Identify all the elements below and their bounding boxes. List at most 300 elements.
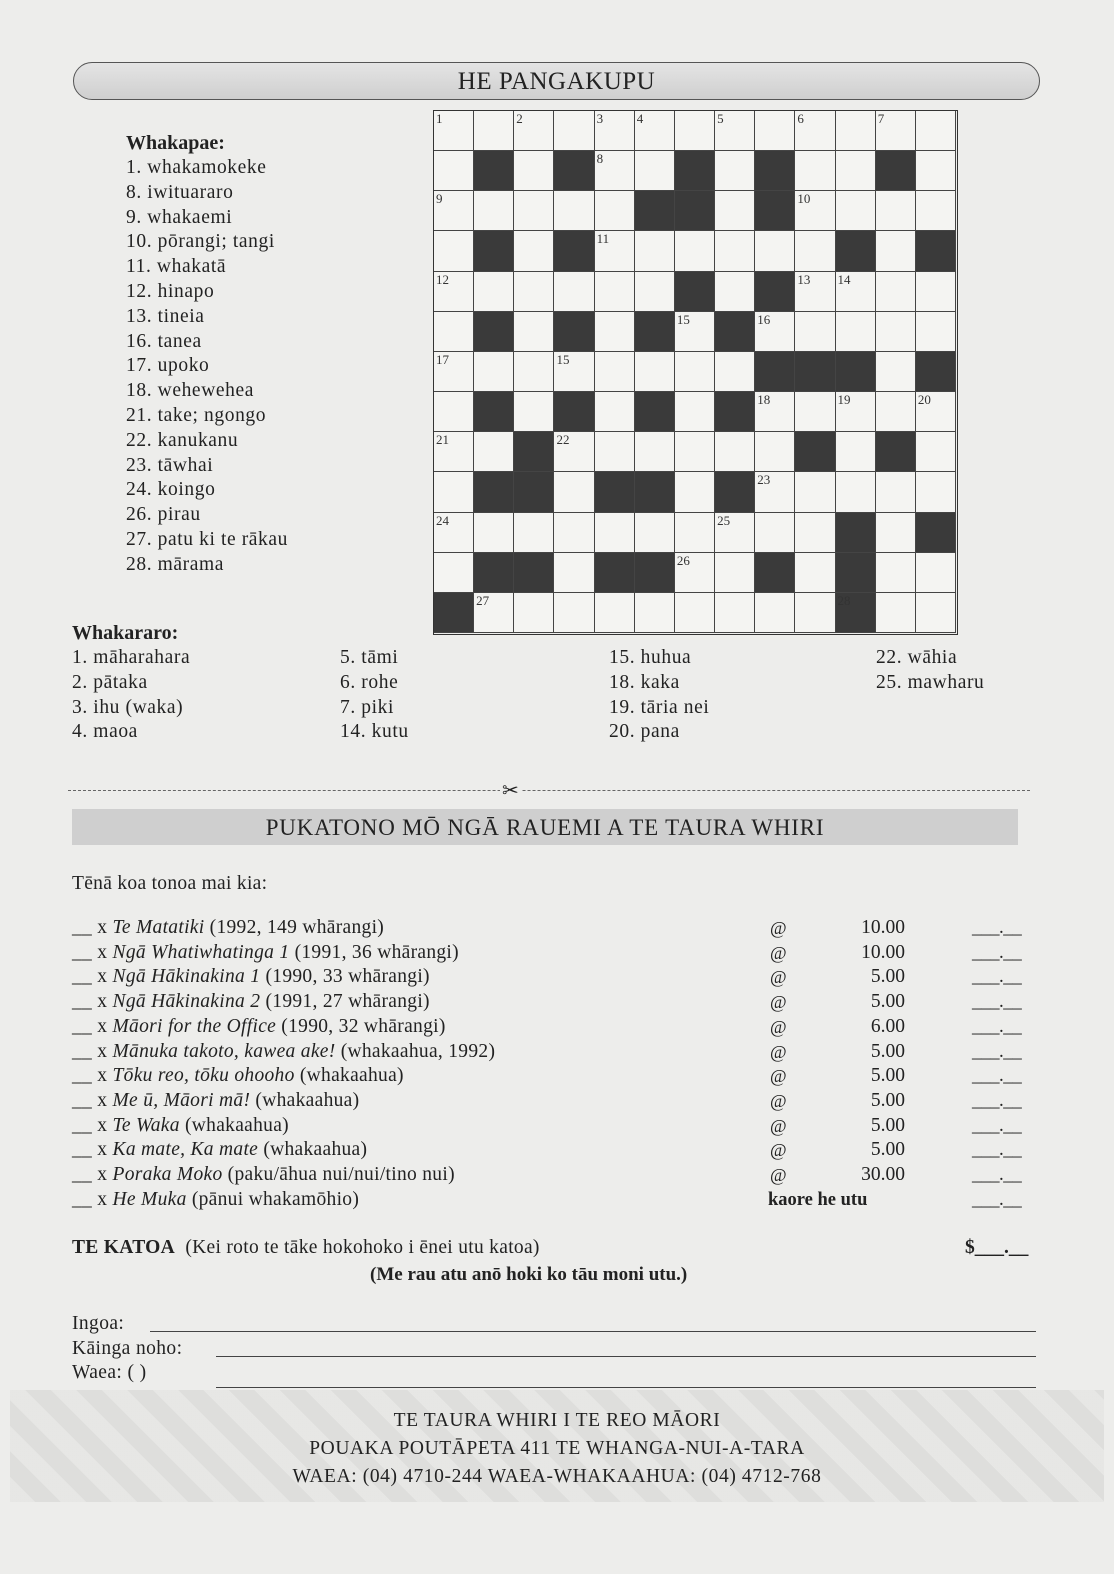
line-total-blank[interactable]: ___.__ — [972, 941, 1022, 963]
clue-number: 16 — [757, 311, 771, 327]
grid-cell-black — [434, 593, 474, 633]
grid-cell[interactable] — [514, 272, 554, 312]
grid-cell[interactable] — [675, 553, 715, 593]
grid-cell[interactable] — [755, 513, 795, 553]
grid-cell-black — [916, 513, 956, 553]
grid-cell[interactable] — [514, 352, 554, 392]
grid-cell[interactable] — [554, 111, 594, 151]
item-price: 5.00 — [870, 1114, 905, 1136]
item-detail: (whakaahua, 1992) — [335, 1040, 496, 1062]
quantity-blank[interactable]: __ x — [72, 1089, 108, 1111]
grid-cell[interactable] — [434, 392, 474, 432]
grid-cell-black — [595, 553, 635, 593]
grid-cell[interactable] — [514, 111, 554, 151]
clue-item: 10. pōrangi; tangi — [126, 231, 275, 253]
grid-cell[interactable] — [595, 513, 635, 553]
at-symbol: @ — [770, 992, 787, 1013]
grid-cell-black — [916, 352, 956, 392]
grid-cell[interactable] — [795, 593, 835, 633]
at-symbol: @ — [770, 1165, 787, 1185]
grid-cell[interactable] — [836, 111, 876, 151]
clue-item: 14. kutu — [340, 721, 409, 743]
clue-item: 15. huhua — [609, 647, 692, 668]
total-amount-field[interactable]: $___.__ — [965, 1237, 1029, 1258]
clue-item: 24. koingo — [126, 479, 216, 501]
quantity-blank[interactable]: __ x — [72, 941, 108, 963]
grid-cell[interactable] — [755, 432, 795, 472]
grid-cell-black — [635, 472, 675, 512]
grid-cell[interactable] — [715, 272, 755, 312]
clue-item: 23. tāwhai — [126, 454, 214, 476]
item-price: 6.00 — [870, 1015, 905, 1037]
item-detail: (whakaahua) — [179, 1114, 289, 1136]
grid-cell[interactable] — [514, 231, 554, 271]
clue-item: 18. wehewehea — [126, 380, 254, 402]
clue-number: 23 — [757, 472, 771, 488]
grid-cell[interactable] — [675, 111, 715, 151]
grid-cell[interactable] — [836, 312, 876, 352]
clue-number: 6 — [797, 111, 804, 126]
grid-cell[interactable] — [514, 392, 554, 432]
grid-cell[interactable] — [514, 151, 554, 191]
grid-cell[interactable] — [434, 553, 474, 593]
grid-cell-black — [514, 553, 554, 593]
item-price: 5.00 — [870, 1065, 905, 1087]
grid-cell[interactable] — [876, 392, 916, 432]
clue-number: 5 — [717, 111, 724, 126]
grid-cell-black — [635, 312, 675, 352]
clue-item: 4. maoa — [72, 721, 138, 743]
clue-number: 18 — [757, 392, 771, 408]
address-label: Kāinga noho: — [72, 1338, 183, 1359]
grid-cell[interactable] — [595, 272, 635, 312]
across-clue-list — [126, 156, 288, 578]
grid-cell[interactable] — [434, 272, 474, 312]
grid-cell-black — [755, 352, 795, 392]
grid-cell-black — [755, 553, 795, 593]
grid-cell[interactable] — [715, 513, 755, 553]
item-price: 10.00 — [861, 917, 905, 938]
grid-cell-black — [474, 312, 514, 352]
grid-cell-black — [836, 513, 876, 553]
grid-cell[interactable] — [595, 111, 635, 151]
grid-cell[interactable] — [836, 272, 876, 312]
clue-number: 20 — [917, 392, 931, 408]
line-total-blank[interactable]: ___.__ — [972, 1089, 1022, 1111]
order-item-row — [72, 1065, 404, 1087]
line-total-blank[interactable]: ___.__ — [972, 1188, 1022, 1210]
grid-cell[interactable] — [474, 593, 514, 633]
at-symbol: @ — [770, 1090, 787, 1111]
item-price: 30.00 — [861, 1164, 905, 1185]
grid-cell-black — [755, 151, 795, 191]
item-title: He Muka — [112, 1188, 187, 1210]
scissors-icon: ✂ — [502, 780, 519, 802]
item-price: 5.00 — [870, 1139, 905, 1161]
clue-number: 11 — [596, 231, 610, 247]
grid-cell-black — [474, 553, 514, 593]
clue-number: 24 — [436, 512, 449, 528]
grid-cell-black — [715, 312, 755, 352]
quantity-blank[interactable]: __ x — [72, 1164, 108, 1185]
clue-item: 18. kaka — [609, 671, 680, 693]
grid-cell[interactable] — [916, 593, 956, 633]
line-total-blank[interactable]: ___.__ — [972, 1139, 1022, 1161]
grid-cell-black — [554, 151, 594, 191]
at-symbol: @ — [770, 1016, 787, 1037]
grid-cell[interactable] — [916, 111, 956, 151]
grid-cell[interactable] — [715, 553, 755, 593]
item-price: 5.00 — [870, 991, 905, 1013]
order-item-row — [72, 966, 430, 988]
clue-number: 3 — [596, 111, 604, 126]
grid-cell[interactable] — [715, 231, 755, 271]
grid-cell[interactable] — [795, 272, 835, 312]
down-clue-column — [72, 646, 190, 745]
grid-cell[interactable] — [554, 553, 594, 593]
grid-cell-black — [675, 191, 715, 231]
grid-cell[interactable] — [916, 472, 956, 512]
grid-cell[interactable] — [554, 432, 594, 472]
quantity-blank[interactable]: __ x — [72, 1015, 108, 1037]
grid-cell[interactable] — [635, 593, 675, 633]
clue-number: 21 — [436, 432, 449, 448]
cut-line — [68, 790, 1030, 791]
grid-cell[interactable] — [715, 432, 755, 472]
clue-item: 2. pātaka — [72, 671, 148, 693]
grid-cell[interactable] — [675, 231, 715, 271]
grid-cell-black — [795, 352, 835, 392]
clue-item: 11. whakatā — [126, 256, 227, 278]
grid-cell[interactable] — [514, 191, 554, 231]
order-form-heading: PUKATONO MŌ NGĀ RAUEMI A TE TAURA WHIRI — [72, 809, 1018, 845]
item-detail: (1991, 36 whārangi) — [289, 941, 459, 963]
clue-number: 15 — [676, 311, 690, 327]
clue-item: 7. piki — [340, 696, 395, 718]
grid-cell[interactable] — [755, 312, 795, 352]
grid-cell-black — [675, 272, 715, 312]
grid-cell[interactable] — [554, 472, 594, 512]
clue-item: 1. whakamokeke — [126, 157, 267, 178]
item-detail: (1992, 149 whārangi) — [204, 917, 385, 938]
payment-note: (Me rau atu anō hoki ko tāu moni utu.) — [370, 1264, 688, 1285]
grid-cell[interactable] — [876, 312, 916, 352]
grid-cell[interactable] — [474, 432, 514, 472]
at-symbol: @ — [770, 1041, 787, 1062]
quantity-blank[interactable]: __ x — [72, 991, 108, 1013]
grid-cell-black — [836, 231, 876, 271]
grid-cell-black — [836, 593, 876, 633]
line-total-blank[interactable]: ___.__ — [972, 1040, 1022, 1062]
grid-cell[interactable] — [434, 432, 474, 472]
grid-cell[interactable] — [836, 432, 876, 472]
grid-cell[interactable] — [474, 111, 514, 151]
grid-cell-black — [755, 191, 795, 231]
grid-cell[interactable] — [836, 472, 876, 512]
grid-cell[interactable] — [795, 111, 835, 151]
clue-item: 20. pana — [609, 721, 680, 743]
grid-cell[interactable] — [755, 472, 795, 512]
item-title: Te Waka — [112, 1114, 180, 1136]
item-title: Ka mate, Ka mate — [112, 1139, 259, 1161]
grid-cell[interactable] — [434, 472, 474, 512]
grid-cell[interactable] — [514, 513, 554, 553]
item-detail: (1990, 33 whārangi) — [260, 966, 430, 988]
grid-cell[interactable] — [755, 111, 795, 151]
clue-item: 21. take; ngongo — [126, 404, 267, 426]
grid-cell[interactable] — [514, 312, 554, 352]
grid-cell-black — [635, 392, 675, 432]
grid-cell[interactable] — [554, 191, 594, 231]
item-title: Ngā Hākinakina 2 — [112, 991, 261, 1013]
grid-cell[interactable] — [916, 151, 956, 191]
clue-number: 25 — [717, 512, 731, 528]
grid-cell[interactable] — [755, 392, 795, 432]
item-detail: (paku/āhua nui/nui/tino nui) — [222, 1164, 455, 1185]
clue-item: 26. pirau — [126, 504, 201, 526]
grid-cell[interactable] — [795, 472, 835, 512]
grid-cell[interactable] — [715, 151, 755, 191]
clue-number: 15 — [556, 351, 570, 367]
name-field[interactable] — [150, 1331, 1036, 1332]
footer-organisation: TE TAURA WHIRI I TE REO MĀORI — [393, 1410, 721, 1431]
quantity-blank[interactable]: __ x — [72, 1114, 108, 1136]
grid-cell[interactable] — [514, 593, 554, 633]
grid-cell[interactable] — [595, 312, 635, 352]
grid-cell[interactable] — [715, 191, 755, 231]
grid-cell-black — [675, 151, 715, 191]
clue-item: 9. whakaemi — [126, 206, 233, 228]
item-price: 5.00 — [870, 1040, 905, 1062]
clue-number: 2 — [516, 111, 523, 126]
at-symbol: @ — [770, 1115, 787, 1136]
clue-item: 3. ihu (waka) — [72, 696, 184, 718]
grid-cell[interactable] — [715, 111, 755, 151]
item-title: Mānuka takoto, kawea ake! — [112, 1040, 336, 1062]
total-row — [72, 1237, 540, 1259]
grid-cell-black — [755, 272, 795, 312]
order-item-row — [72, 1115, 289, 1137]
item-title: Me ū, Māori mā! — [112, 1089, 251, 1111]
clue-number: 1 — [436, 111, 443, 126]
grid-cell-black — [474, 472, 514, 512]
clue-item: 5. tāmi — [340, 647, 399, 668]
clue-number: 8 — [596, 151, 604, 167]
grid-cell[interactable] — [595, 352, 635, 392]
grid-cell[interactable] — [434, 191, 474, 231]
grid-cell[interactable] — [474, 191, 514, 231]
grid-cell[interactable] — [474, 513, 514, 553]
grid-cell[interactable] — [795, 312, 835, 352]
grid-cell[interactable] — [755, 593, 795, 633]
grid-cell[interactable] — [675, 593, 715, 633]
item-title: Poraka Moko — [112, 1164, 223, 1185]
grid-cell[interactable] — [635, 111, 675, 151]
quantity-blank[interactable]: __ x — [72, 1065, 108, 1087]
down-heading: Whakararo: — [72, 622, 179, 644]
grid-cell[interactable] — [434, 312, 474, 352]
at-symbol: @ — [770, 942, 787, 963]
grid-cell[interactable] — [434, 352, 474, 392]
grid-cell[interactable] — [474, 272, 514, 312]
clue-item: 1. māharahara — [72, 647, 191, 668]
grid-cell[interactable] — [434, 151, 474, 191]
phone-label: Waea: ( ) — [72, 1362, 147, 1383]
grid-cell[interactable] — [635, 513, 675, 553]
grid-cell[interactable] — [795, 151, 835, 191]
grid-cell[interactable] — [434, 231, 474, 271]
quantity-blank[interactable]: __ x — [72, 966, 108, 988]
grid-cell[interactable] — [795, 231, 835, 271]
grid-cell[interactable] — [474, 352, 514, 392]
quantity-blank[interactable]: __ x — [72, 1188, 108, 1210]
grid-cell[interactable] — [876, 272, 916, 312]
quantity-blank[interactable]: __ x — [72, 1139, 108, 1161]
grid-cell-black — [474, 151, 514, 191]
item-detail: (1991, 27 whārangi) — [260, 991, 430, 1013]
clue-number: 13 — [797, 271, 811, 287]
grid-cell-black — [554, 231, 594, 271]
grid-cell[interactable] — [635, 272, 675, 312]
item-detail: (1990, 32 whārangi) — [276, 1015, 446, 1037]
quantity-blank[interactable]: __ x — [72, 917, 108, 938]
grid-cell[interactable] — [554, 272, 594, 312]
line-total-blank[interactable]: ___.__ — [972, 1164, 1022, 1185]
grid-cell[interactable] — [595, 593, 635, 633]
grid-cell[interactable] — [916, 553, 956, 593]
clue-number: 19 — [837, 392, 851, 408]
grid-cell-black — [635, 191, 675, 231]
clue-item: 8. iwituararo — [126, 181, 234, 203]
grid-cell[interactable] — [836, 151, 876, 191]
grid-cell[interactable] — [595, 231, 635, 271]
grid-cell[interactable] — [916, 432, 956, 472]
order-item-row — [72, 1189, 359, 1211]
item-price: 10.00 — [861, 941, 905, 963]
grid-cell[interactable] — [916, 312, 956, 352]
grid-cell[interactable] — [916, 392, 956, 432]
page-title: HE PANGAKUPU — [73, 62, 1040, 100]
line-total-blank[interactable]: ___.__ — [972, 1065, 1022, 1087]
grid-cell[interactable] — [554, 593, 594, 633]
grid-cell-black — [836, 553, 876, 593]
grid-cell[interactable] — [675, 432, 715, 472]
grid-cell[interactable] — [635, 352, 675, 392]
grid-cell[interactable] — [876, 553, 916, 593]
grid-cell[interactable] — [916, 191, 956, 231]
grid-cell[interactable] — [876, 231, 916, 271]
clue-item: 25. mawharu — [876, 671, 985, 693]
clue-item: 27. patu ki te rākau — [126, 528, 288, 550]
grid-cell[interactable] — [675, 513, 715, 553]
item-detail: (pānui whakamōhio) — [186, 1188, 360, 1210]
grid-cell[interactable] — [876, 191, 916, 231]
quantity-blank[interactable]: __ x — [72, 1040, 108, 1062]
grid-cell[interactable] — [675, 392, 715, 432]
grid-cell[interactable] — [795, 191, 835, 231]
grid-cell[interactable] — [595, 151, 635, 191]
grid-cell[interactable] — [795, 553, 835, 593]
clue-number: 14 — [837, 271, 851, 287]
grid-cell[interactable] — [554, 352, 594, 392]
clue-item: 28. mārama — [126, 553, 225, 575]
grid-cell-black — [795, 432, 835, 472]
line-total-blank[interactable]: ___.__ — [972, 966, 1022, 988]
crossword-grid — [433, 110, 958, 635]
grid-cell-black — [514, 432, 554, 472]
item-price: 5.00 — [870, 966, 905, 988]
at-symbol: @ — [770, 918, 787, 938]
clue-number: 22 — [556, 432, 570, 448]
grid-cell-black — [554, 392, 594, 432]
grid-cell[interactable] — [715, 352, 755, 392]
grid-cell[interactable] — [876, 593, 916, 633]
grid-cell-black — [514, 472, 554, 512]
grid-cell[interactable] — [795, 392, 835, 432]
down-clue-column — [609, 646, 709, 745]
grid-cell[interactable] — [675, 472, 715, 512]
grid-cell[interactable] — [795, 513, 835, 553]
grid-cell[interactable] — [675, 352, 715, 392]
grid-cell-black — [554, 312, 594, 352]
grid-cell[interactable] — [876, 472, 916, 512]
item-detail: (whakaahua) — [258, 1139, 368, 1161]
footer-phone: WAEA: (04) 4710-244 WAEA-WHAKAAHUA: (04) 4712-768 — [292, 1466, 822, 1487]
grid-cell[interactable] — [715, 593, 755, 633]
address-field[interactable] — [216, 1356, 1036, 1357]
grid-cell-black — [474, 231, 514, 271]
line-total-blank[interactable]: ___.__ — [972, 917, 1022, 938]
grid-cell[interactable] — [675, 312, 715, 352]
address-field-line2[interactable] — [216, 1387, 1036, 1388]
clue-item: 12. hinapo — [126, 280, 215, 302]
grid-cell[interactable] — [595, 392, 635, 432]
grid-cell[interactable] — [554, 513, 594, 553]
grid-cell[interactable] — [434, 513, 474, 553]
grid-cell[interactable] — [836, 191, 876, 231]
at-symbol: @ — [770, 967, 787, 988]
grid-cell[interactable] — [635, 432, 675, 472]
order-item-row — [72, 917, 384, 939]
grid-cell[interactable] — [836, 392, 876, 432]
grid-cell[interactable] — [595, 191, 635, 231]
grid-cell[interactable] — [876, 352, 916, 392]
grid-cell[interactable] — [755, 231, 795, 271]
clue-number: 7 — [877, 111, 885, 126]
line-total-blank[interactable]: ___.__ — [972, 1015, 1022, 1037]
grid-cell[interactable] — [876, 111, 916, 151]
clue-number: 9 — [436, 191, 443, 207]
grid-cell-black — [916, 231, 956, 271]
grid-cell[interactable] — [635, 151, 675, 191]
grid-cell[interactable] — [635, 231, 675, 271]
across-heading: Whakapae: — [126, 132, 225, 154]
grid-cell[interactable] — [916, 272, 956, 312]
at-symbol: @ — [770, 1066, 787, 1087]
item-title: Te Matatiki — [112, 917, 205, 938]
line-total-blank[interactable]: ___.__ — [972, 991, 1022, 1013]
grid-cell[interactable] — [876, 513, 916, 553]
down-clue-column — [876, 646, 984, 696]
line-total-blank[interactable]: ___.__ — [972, 1114, 1022, 1136]
order-intro: Tēnā koa tonoa mai kia: — [72, 873, 268, 894]
clue-item: 22. wāhia — [876, 647, 958, 668]
grid-cell-black — [876, 151, 916, 191]
grid-cell[interactable] — [434, 111, 474, 151]
grid-cell[interactable] — [595, 432, 635, 472]
clue-number: 28 — [837, 592, 851, 608]
item-price-free: kaore he utu — [768, 1189, 868, 1210]
